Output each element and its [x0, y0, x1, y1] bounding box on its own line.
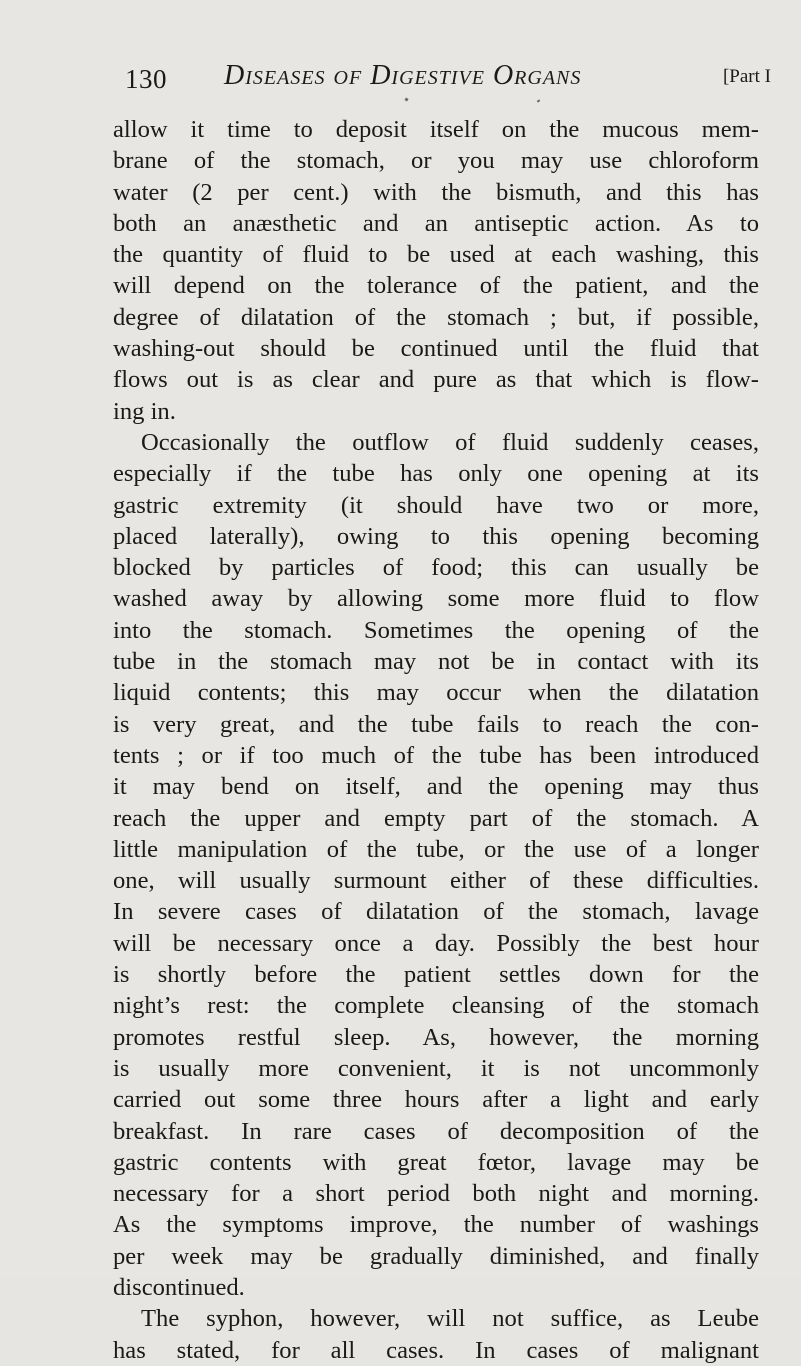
text-line: necessary for a short period both night and morning.: [113, 1180, 759, 1208]
text-line: liquid contents; this may occur when the dilatation: [113, 679, 759, 707]
text-line: carried out some three hours after a light and early: [113, 1086, 759, 1114]
print-speck: [404, 97, 408, 101]
body-text: [113, 114, 759, 1366]
running-title: Diseases of Digestive Organs: [224, 60, 582, 91]
text-line: flows out is as clear and pure as that which is flow-: [113, 366, 759, 394]
text-line: is very great, and the tube fails to reach the con-: [113, 710, 759, 738]
text-line: brane of the stomach, or you may use chloroform: [113, 147, 759, 175]
text-line: Occasionally the outflow of fluid suddenly ceases,: [141, 428, 759, 456]
text-line: water (2 per cent.) with the bismuth, and this has: [113, 178, 759, 206]
text-line: the quantity of fluid to be used at each washing, this: [113, 241, 759, 269]
part-label: [Part I: [722, 66, 771, 87]
text-line: is usually more convenient, it is not uncommonly: [113, 1054, 759, 1082]
text-line: blocked by particles of food; this can usually be: [113, 554, 759, 582]
text-line: one, will usually surmount either of these difficulties.: [113, 867, 759, 895]
text-line: promotes restful sleep. As, however, the morning: [113, 1023, 759, 1051]
text-line: gastric extremity (it should have two or more,: [113, 491, 759, 519]
print-speck: [537, 99, 541, 102]
text-line: discontinued.: [113, 1273, 245, 1301]
text-line: tents ; or if too much of the tube has been introduced: [113, 741, 759, 769]
text-line: it may bend on itself, and the opening may thus: [113, 773, 759, 801]
text-line: both an anæsthetic and an antiseptic action. As to: [113, 209, 759, 237]
text-line: The syphon, however, will not suffice, as Leube: [141, 1305, 759, 1333]
text-line: will be necessary once a day. Possibly the best hour: [113, 929, 759, 957]
page-number: 130: [125, 64, 167, 94]
text-line: In severe cases of dilatation of the stomach, lavage: [113, 898, 759, 926]
text-line: reach the upper and empty part of the stomach. A: [113, 804, 759, 832]
text-line: gastric contents with great fœtor, lavage may be: [113, 1148, 759, 1176]
text-line: breakfast. In rare cases of decomposition of the: [113, 1117, 759, 1145]
text-line: allow it time to deposit itself on the mucous mem-: [113, 116, 759, 143]
text-line: will depend on the tolerance of the patient, and the: [113, 272, 759, 300]
text-line: per week may be gradually diminished, and finally: [113, 1242, 759, 1270]
text-line: As the symptoms improve, the number of washings: [113, 1211, 759, 1239]
text-line: night’s rest: the complete cleansing of the stomach: [113, 992, 759, 1020]
text-line: washing-out should be continued until the fluid that: [113, 335, 759, 363]
text-line: especially if the tube has only one opening at its: [113, 460, 759, 488]
text-line: ing in.: [113, 397, 176, 425]
text-line: little manipulation of the tube, or the use of a longer: [113, 835, 759, 863]
text-line: into the stomach. Sometimes the opening of the: [113, 616, 759, 644]
text-line: tube in the stomach may not be in contact with its: [113, 648, 759, 676]
text-line: has stated, for all cases. In cases of malignant: [113, 1336, 759, 1364]
text-line: degree of dilatation of the stomach ; but, if possible,: [113, 303, 759, 331]
text-line: placed laterally), owing to this opening becoming: [113, 522, 759, 550]
page-header: [125, 60, 785, 100]
text-line: is shortly before the patient settles down for the: [113, 961, 759, 989]
text-line: washed away by allowing some more fluid to flow: [113, 585, 759, 613]
